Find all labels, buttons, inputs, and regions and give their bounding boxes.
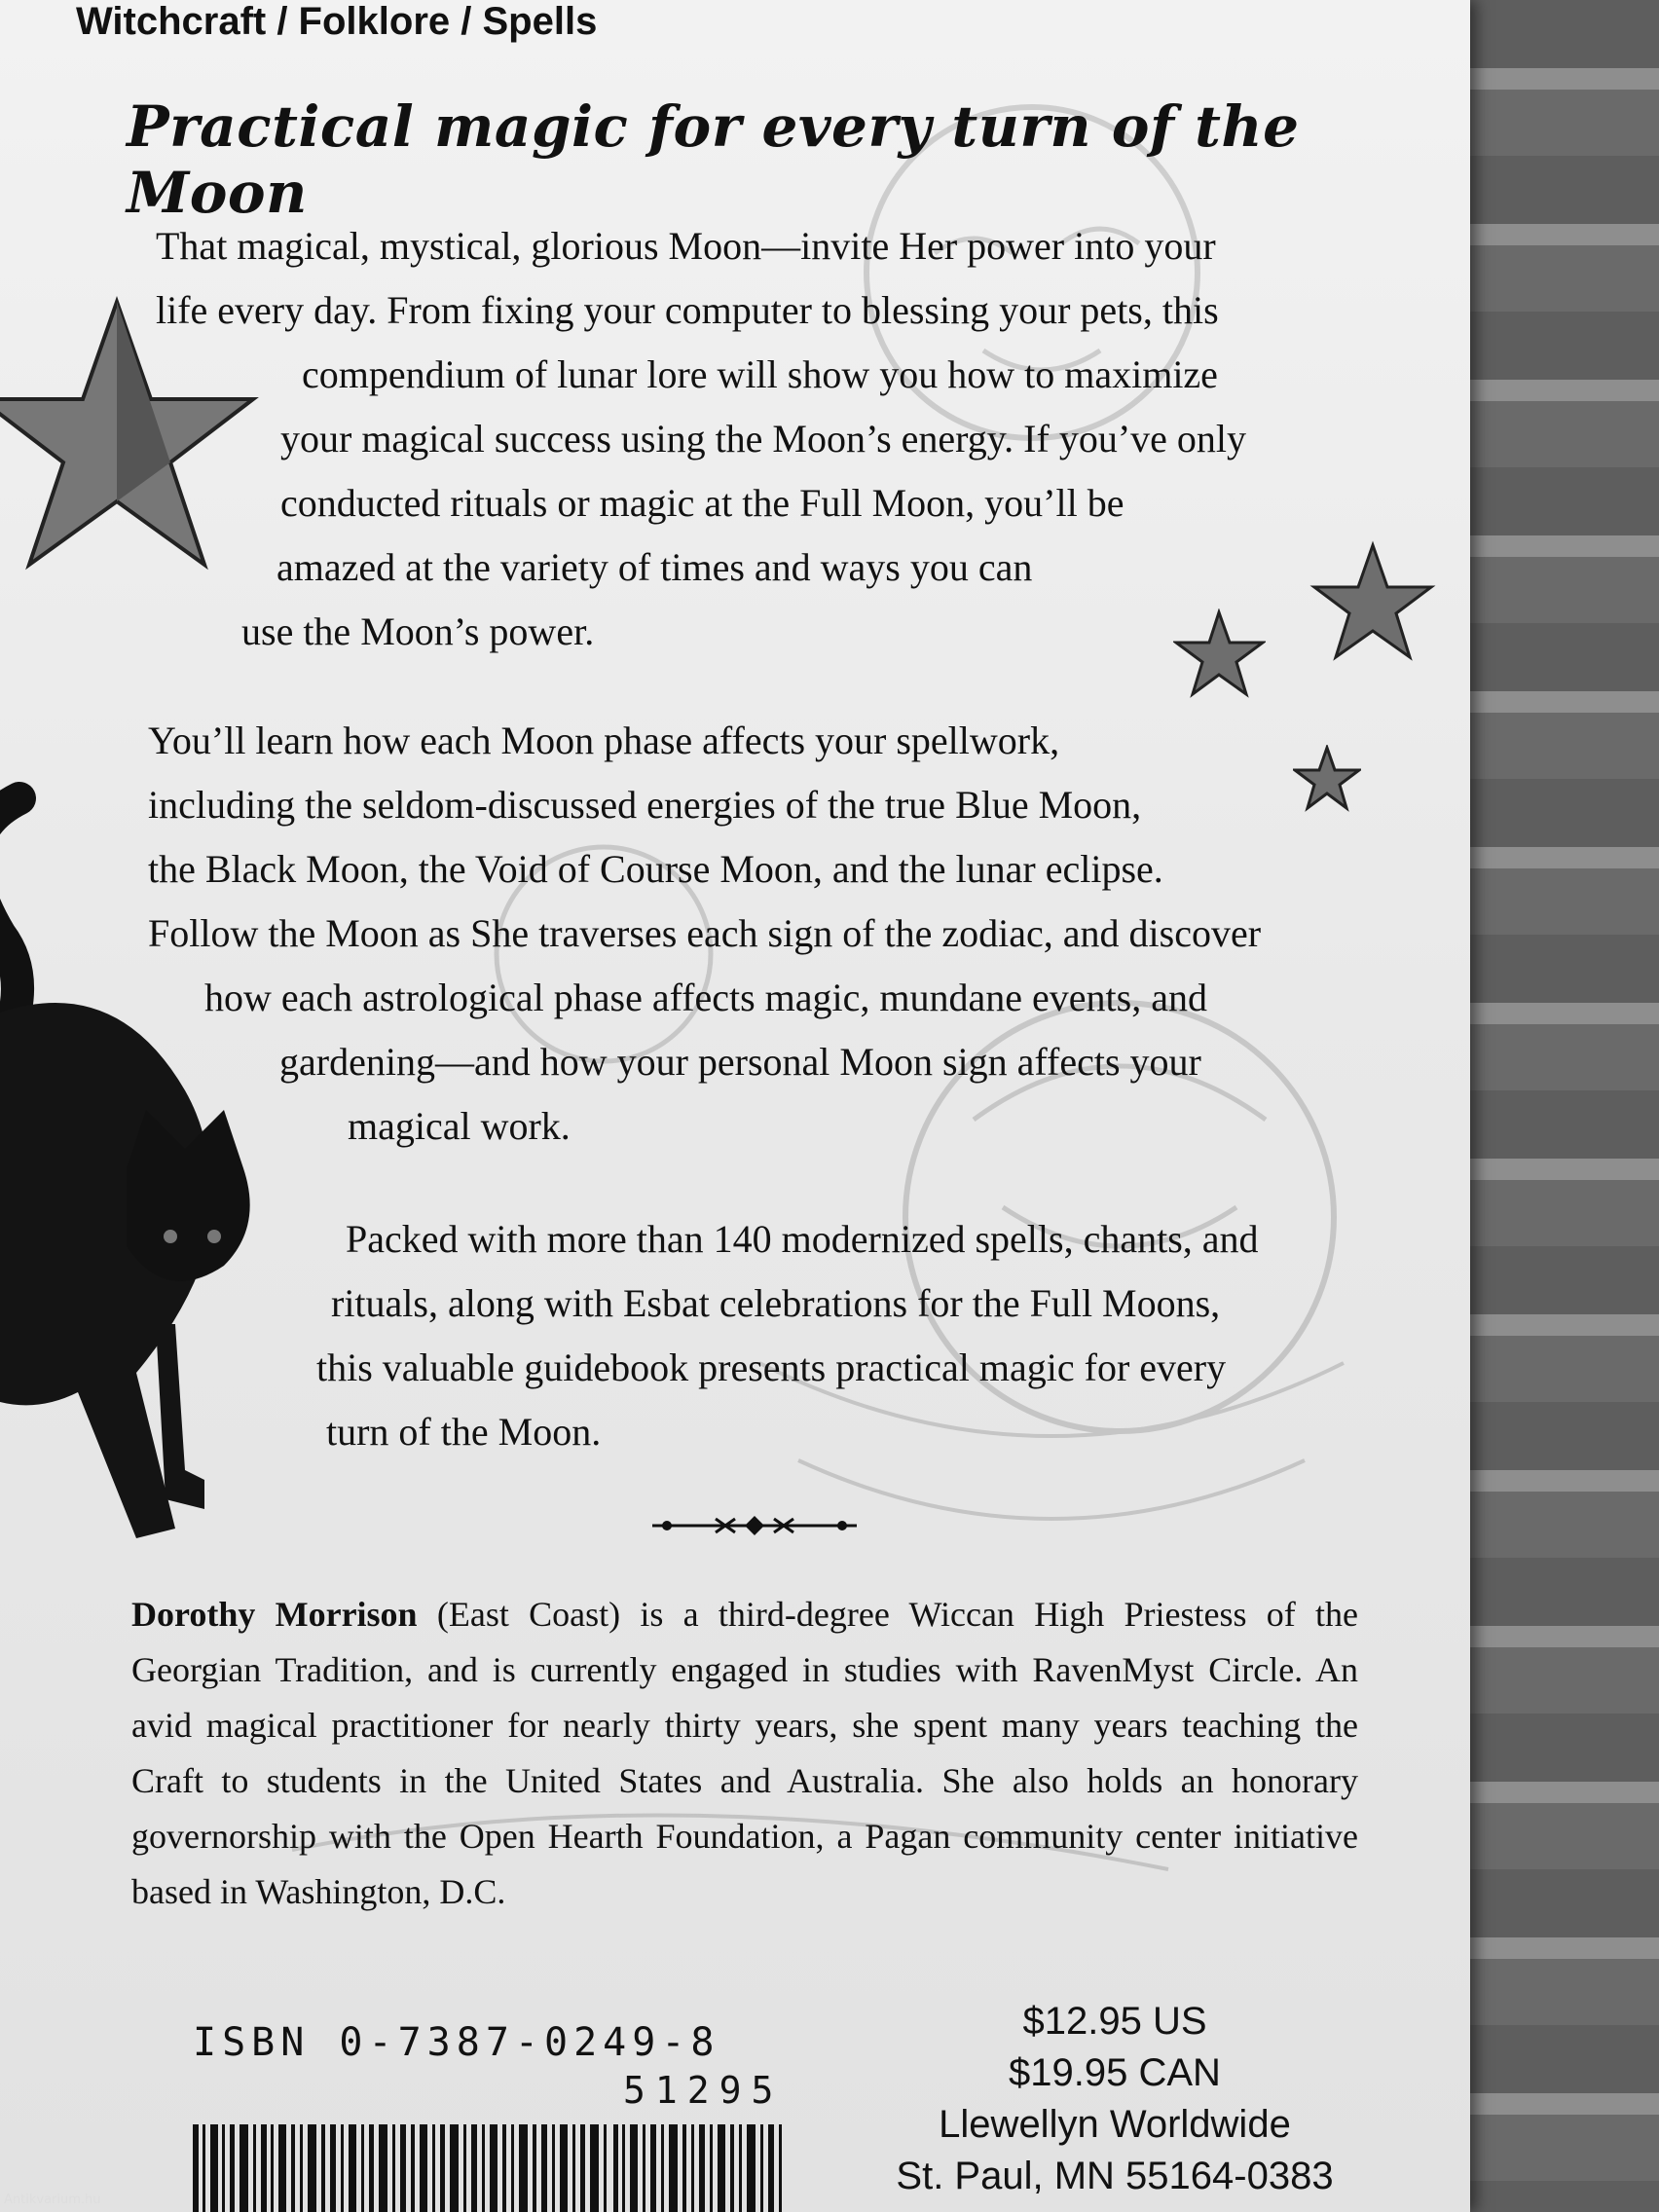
text-line: Packed with more than 140 modernized spells, chants, and <box>346 1217 1259 1261</box>
author-bio-text: (East Coast) is a third-degree Wiccan High Priestess of the Georgian Tradition, and is currently engaged in studies with RavenMyst Circle. An avid magical practitioner for nearly thirty years, she spent many years teaching the Craft to students in the United States and Australia. She also holds an honorary governorship with the Open Hearth Foundation, a Pagan community center initiative based in Washington, D.C. <box>131 1595 1359 1911</box>
isbn-barcode <box>193 2124 621 2212</box>
background-table <box>1455 0 1659 2212</box>
text-line: turn of the Moon. <box>326 1410 602 1454</box>
text-line: your magical success using the Moon’s energy. If you’ve only <box>280 417 1247 461</box>
text-line: how each astrological phase affects magic, mundane events, and <box>204 976 1207 1019</box>
barcode-price-code: 51295 <box>623 2069 784 2112</box>
text-line: Follow the Moon as She traverses each sign of the zodiac, and discover <box>148 911 1262 955</box>
text-line: magical work. <box>348 1104 571 1148</box>
text-line: the Black Moon, the Void of Course Moon, and the lunar eclipse. <box>148 847 1163 891</box>
text-line: compendium of lunar lore will show you how to maximize <box>302 352 1218 396</box>
text-line: rituals, along with Esbat celebrations for the Full Moons, <box>331 1281 1221 1325</box>
price-publisher-block <box>847 1996 1382 2202</box>
tagline: Practical magic for every turn of the Moon <box>127 93 1300 226</box>
ornament-divider-icon <box>647 1511 862 1540</box>
text-line: this valuable guidebook presents practical magic for every <box>316 1346 1227 1389</box>
site-watermark-label: Antikvarium.hu <box>4 2193 101 2207</box>
publisher-address: St. Paul, MN 55164-0383 <box>896 2155 1334 2197</box>
text-line: use the Moon’s power. <box>241 609 595 653</box>
price-barcode <box>613 2124 798 2212</box>
publisher-name: Llewellyn Worldwide <box>939 2103 1291 2146</box>
text-line: That magical, mystical, glorious Moon—invite Her power into your <box>156 224 1216 268</box>
text-line: amazed at the variety of times and ways you can <box>276 545 1033 589</box>
text-line: including the seldom-discussed energies of the true Blue Moon, <box>148 783 1142 827</box>
author-bio <box>131 1587 1358 1920</box>
description-paragraph-3 <box>316 1207 1363 1464</box>
text-line: conducted rituals or magic at the Full Moon, you’ll be <box>280 481 1124 525</box>
price-can: $19.95 CAN <box>1009 2051 1221 2094</box>
text-line: gardening—and how your personal Moon sign affects your <box>279 1040 1201 1084</box>
price-us: $12.95 US <box>1022 2000 1207 2043</box>
category-label: Witchcraft / Folklore / Spells <box>76 0 598 43</box>
description-paragraph-2 <box>148 709 1360 1159</box>
description-paragraph-1 <box>156 214 1358 664</box>
text-line: life every day. From fixing your computer to blessing your pets, this <box>156 288 1219 332</box>
author-name: Dorothy Morrison <box>131 1595 418 1634</box>
isbn-label: ISBN 0-7387-0249-8 <box>193 2020 720 2065</box>
text-line: You’ll learn how each Moon phase affects your spellwork, <box>148 719 1060 762</box>
